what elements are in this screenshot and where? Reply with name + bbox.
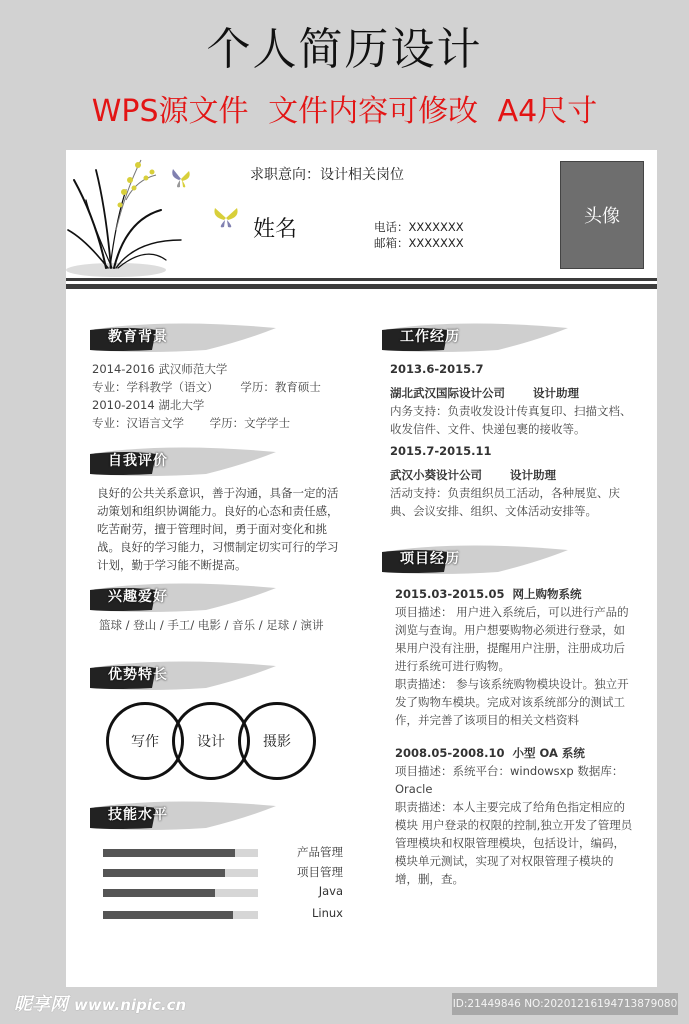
- email: 邮箱：XXXXXXX: [374, 236, 464, 250]
- strength-item: 写作: [106, 702, 184, 780]
- skill-bar: 项目管理: [103, 867, 343, 879]
- education-line: 专业：汉语言文学 学历：文学学士: [92, 416, 291, 430]
- hobbies-text: 篮球 / 登山 / 手工/ 电影 / 音乐 / 足球 / 演讲: [99, 618, 324, 632]
- project-heading: 2008.05-2008.10 小型 OA 系统: [395, 746, 585, 760]
- skill-bar: Java: [103, 887, 343, 899]
- project-duty: 职责描述：本人主要完成了给角色指定相应的模块 用户登录的权限的控制,独立开发了管理员管理模块和权限管理模块，包括设计，编码，模块单元测试，实现了对权限管理子模块的增，删，查。: [395, 800, 633, 886]
- work-item: [390, 442, 638, 520]
- project-duty: 职责描述： 参与该系统购物模块设计。独立开发了购物车模块。完成对该系统部分的测试工作，并完善了该项目的相关文档资料: [395, 677, 629, 727]
- skill-fill: [103, 869, 225, 877]
- phone: 电话：XXXXXXX: [374, 220, 464, 234]
- watermark-logo: 昵享网 www.nipic.cn: [14, 994, 187, 1015]
- banner-title: 个人简历设计: [206, 24, 483, 75]
- section-header-self-eval: 自我评价: [86, 444, 276, 478]
- project-item: [395, 585, 635, 729]
- skill-fill: [103, 889, 215, 897]
- work-desc: 活动支持：负责组织员工活动，各种展览、庆典、会议安排、组织、文体活动安排等。: [390, 486, 620, 518]
- section-header-education: 教育背景: [86, 320, 276, 354]
- skill-fill: [103, 911, 233, 919]
- strength-item: 摄影: [238, 702, 316, 780]
- work-period: 2013.6-2015.7: [390, 362, 484, 376]
- section-header-work: 工作经历: [378, 320, 568, 354]
- education-line: 2010-2014 湖北大学: [92, 398, 205, 412]
- section-header-hobbies: 兴趣爱好: [86, 580, 276, 614]
- butterfly-icon: [212, 205, 240, 231]
- section-header-strengths: 优势特长: [86, 658, 276, 692]
- banner-subtitle: WPS源文件 文件内容可修改 A4尺寸: [91, 94, 598, 129]
- project-desc: 项目描述： 用户进入系统后，可以进行产品的浏览与查询。用户想要购物必须进行登录，如果用户没有注册，提醒用户注册，注册成功后进行系统可进行购物。: [395, 605, 629, 673]
- job-intent: 求职意向：设计相关岗位: [250, 167, 404, 183]
- education-line: 专业：学科教学（语文） 学历：教育硕士: [92, 380, 321, 394]
- work-company-line: 湖北武汉国际设计公司 设计助理: [390, 386, 579, 400]
- skill-bar: 产品管理: [103, 847, 343, 859]
- section-header-skills: 技能水平: [86, 798, 276, 832]
- project-heading: 2015.03-2015.05 网上购物系统: [395, 587, 582, 601]
- strength-item: 设计: [172, 702, 250, 780]
- work-period: 2015.7-2015.11: [390, 444, 492, 458]
- resume-page: [66, 150, 657, 987]
- strengths-circles: [106, 702, 312, 780]
- education-list: [92, 360, 352, 432]
- watermark-url: www.nipic.cn: [74, 996, 187, 1014]
- divider-line: [66, 284, 657, 289]
- candidate-name: 姓名: [253, 217, 298, 242]
- divider-line: [66, 278, 657, 281]
- skill-fill: [103, 849, 235, 857]
- contact-block: [374, 219, 464, 251]
- education-line: 2014-2016 武汉师范大学: [92, 362, 228, 376]
- project-item: [395, 744, 635, 888]
- photo-placeholder[interactable]: [560, 161, 644, 269]
- work-company-line: 武汉小葵设计公司 设计助理: [390, 468, 556, 482]
- butterfly-icon: [170, 167, 192, 191]
- section-header-projects: 项目经历: [378, 542, 568, 576]
- photo-label: 头像: [584, 206, 620, 227]
- work-item: [390, 360, 638, 438]
- self-eval-text: 良好的公共关系意识，善于沟通，具备一定的活动策划和组织协调能力。良好的心态和责任感，吃苦耐劳，擅于管理时间，勇于面对变化和挑战。良好的学习能力，习惯制定切实可行的学习计划，勤于学习能不断提高。: [97, 486, 339, 572]
- skill-bar: Linux: [103, 909, 343, 921]
- watermark-id: ID:21449846 NO:20201216194713879080: [452, 993, 678, 1015]
- work-desc: 内务支持：负责收发设计传真复印、扫描文档、收发信件、文件、快递包裹的接收等。: [390, 404, 632, 436]
- project-desc: 项目描述：系统平台：windowsxp 数据库：Oracle: [395, 764, 624, 796]
